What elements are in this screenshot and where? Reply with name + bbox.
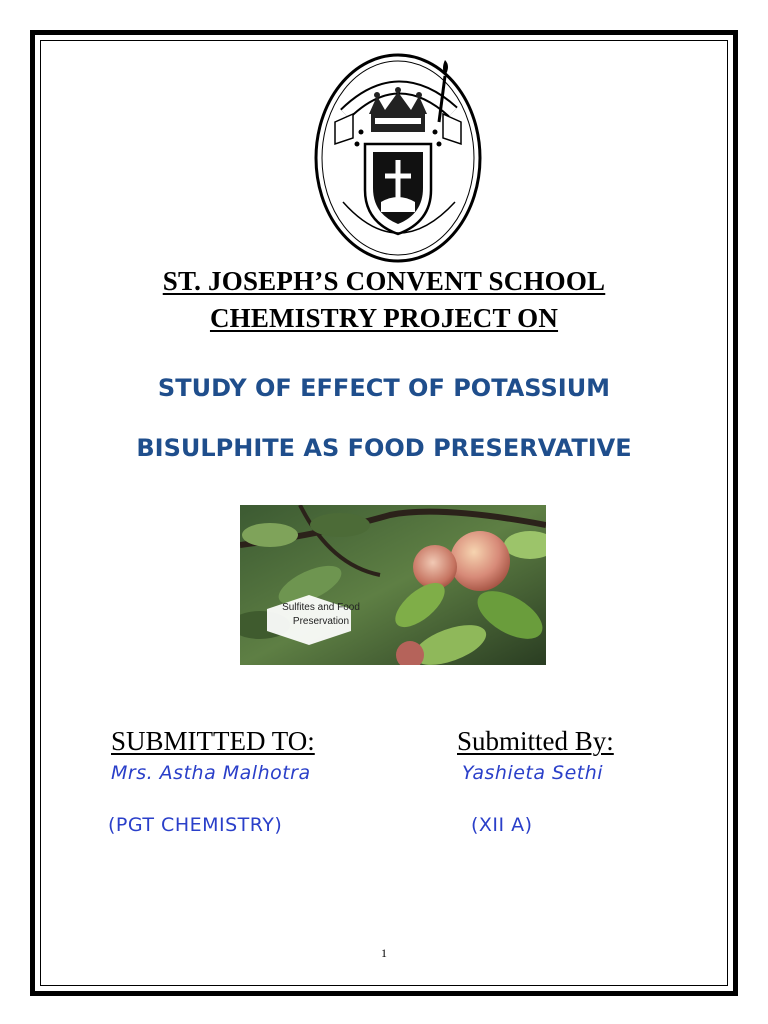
apple-tree-photo (240, 505, 546, 665)
school-crest-logo (313, 52, 483, 264)
teacher-name: Mrs. Astha Malhotra (111, 762, 311, 784)
project-title-line-2: BISULPHITE AS FOOD PRESERVATIVE (136, 434, 632, 462)
school-name: ST. JOSEPH’S CONVENT SCHOOL (162, 266, 606, 296)
photo-caption: Sulfites and Food Preservation (282, 602, 360, 627)
project-heading: CHEMISTRY PROJECT ON (209, 303, 559, 333)
student-class: (XII A) (471, 814, 533, 836)
project-title-line-1: STUDY OF EFFECT OF POTASSIUM (157, 374, 611, 402)
submitted-to-label: SUBMITTED TO: (111, 726, 315, 756)
page-number: 1 (381, 946, 387, 960)
teacher-role: (PGT CHEMISTRY) (108, 814, 283, 836)
student-name: Yashieta Sethi (462, 762, 604, 784)
submitted-by-label: Submitted By: (457, 726, 614, 756)
